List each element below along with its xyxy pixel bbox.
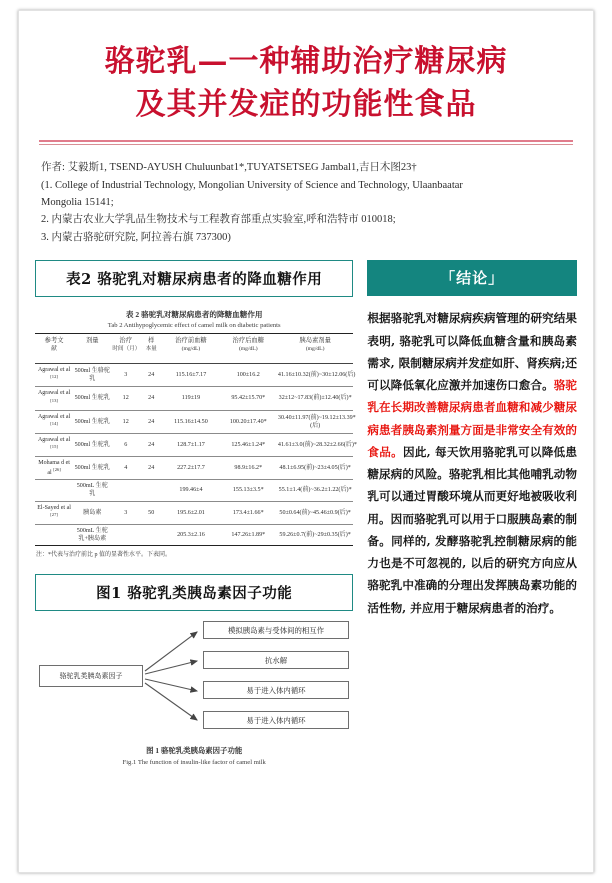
table-cell-insulin: 48.1±6.95(前)~23±4.05(后)* [279,465,351,472]
table-cell-n [140,524,162,545]
table-cell-ref: Mohama d et al [26] [38,460,70,477]
table-cell-dose: 500ml 生驼乳 [74,465,110,472]
table-cell-ref: Agrawal et al [13] [37,390,71,403]
table-cell-post: 173.4±1.66* [232,509,264,516]
body-columns [35,260,577,766]
table-cell-ref: Agrawal et al [12] [37,367,71,380]
table-cell-insulin: 41.16±10.32(前)~30±12.06(后) [277,372,356,379]
table-cell-insulin: 30.40±11.97(前)~19.12±13.39*(后) [277,414,356,429]
conclusion-part-2: 因此, 每天饮用骆驼乳可以降低患糖尿病的风险。骆驼乳相比其他哺乳动物乳可以通过胃酸环境从而更好地被吸收利用。因而骆驼乳可以用于口服胰岛素的制备。同样的, 发酵骆驼乳控制糖尿病的能力也是不可忽视的, 以后的研究方向应从骆驼乳中准确的分理出发挥胰岛素功能的活性物, 并应用于糖尿病患者的治疗。 [367,444,577,615]
table-col-header-6: 胰岛素剂量 (mg/dL) [277,334,353,364]
table-cell-dose: 500ml 生驼乳 [74,418,110,425]
table-cell-insulin: 41.61±3.0(前)~28.32±2.66(后)* [277,441,357,448]
table-cell-pre: 195.6±2.01 [177,509,205,516]
table-cell-months [111,524,140,545]
diagram-output-node-2: 抗水解 [203,651,349,669]
table-cell-pre: 128.7±1.17 [177,441,205,448]
diagram-source-node: 骆驼乳类胰岛素因子 [39,665,143,687]
table-cell-ref [35,480,73,501]
table-cell-ref: El-Sayed et al [27] [37,504,71,517]
table-row [35,524,353,545]
divider-thin [39,144,573,145]
table-row [35,387,353,410]
table-cell-months: 12 [122,395,129,402]
table-cell-months: 6 [124,441,128,448]
table-body [35,364,357,546]
affiliation-line-3: 3. 内蒙古骆驼研究院, 阿拉善右旗 737300) [41,231,231,243]
table-col-header-3: 样 本量 [140,334,162,364]
conclusion-banner: 「结论」 [367,260,577,296]
table-cell-n: 24 [148,418,155,425]
table-caption-en: Tab 2 Antihypoglycemic effect of camel milk on diabetic patients [107,322,281,330]
poster-title [35,25,577,126]
table-cell-pre: 115.16±7.17 [175,372,207,379]
table-cell-dose: 500mL 生驼乳 [76,483,108,498]
table-cell-pre: 119±19 [181,395,201,402]
table-cell-dose: 胰岛素 [83,509,102,516]
table-row [35,480,353,501]
table-cell-insulin: 55.1±1.4(前)~36.2±1.22(后)* [278,487,352,494]
table-cell-pre: 115.16±14.50 [174,418,208,425]
title-line-2: 及其并发症的功能性食品 [135,86,477,122]
table-cell-pre: 227.2±17.7 [177,465,205,472]
table-cell-months: 3 [124,509,128,516]
table-cell-months: 12 [122,418,129,425]
table-cell-dose: 500mL 生驼乳+胰岛素 [76,527,108,543]
table-cell-dose: 500ml 生驼乳 [74,441,110,448]
insulin-factor-diagram [35,619,353,737]
table-cell-post: 125.46±1.24* [231,441,266,448]
table-caption-cn: 表 2 骆驼乳对糖尿病患者的降糖血糖作用 [125,310,263,320]
table-cell-n: 24 [148,465,155,472]
figure-block [35,574,353,766]
diagram-output-node-3: 易于进入体内循环 [203,681,349,699]
table-row [35,457,353,480]
table-cell-insulin: 59.26±0.7(前)~29±0.35(后)* [279,531,351,538]
table-col-header-5: 治疗后血糖 (mg/dL) [220,334,277,364]
divider-thick [39,140,573,142]
table-cell-n: 50 [148,509,155,516]
affiliation-line-2: 2. 内蒙古农业大学乳品生物技术与工程教育部重点实验室,呼和浩特市 010018; [41,214,396,226]
author-affiliation-block [35,159,577,246]
table-cell-pre: 205.3±2.16 [177,531,205,538]
affiliation-line-1a: (1. College of Industrial Technology, Mongolian University of Science and Technology, Ulaanbaatar [41,179,463,191]
affiliation-line-1b: Mongolia 15141; [41,197,114,209]
diagram-output-node-1: 模拟胰岛素与受体间的相互作 [203,621,349,639]
table-cell-months [111,480,140,501]
table-cell-n: 24 [148,372,155,379]
conclusion-text [367,307,577,619]
left-column [35,260,357,767]
table-row [35,410,353,433]
table-cell-post: 100±16.2 [236,372,260,379]
table-cell-ref: Agrawal et al [14] [37,413,71,426]
table-footnote: 注：*代表与治疗前比 p 值的显著性水平。下表同。 [36,552,172,559]
title-divider [39,140,573,145]
table-cell-insulin: 32±12~17.83(前)±12.40(后)* [278,395,352,402]
table-cell-post: 155.13±3.5* [232,487,264,494]
table-cell-dose: 500ml 生驼乳 [74,395,110,402]
conclusion-part-1: 根据骆驼乳对糖尿病疾病管理的研究结果表明, 骆驼乳可以降低血糖含量和胰岛素需求, 限制糖尿病并发症如肝、肾疾病;还可以降低氧化应激并加速伤口愈合。 [367,311,577,393]
table-row [35,433,353,456]
table-block [35,309,357,559]
table-cell-ref [35,524,73,545]
table-cell-months: 3 [124,372,128,379]
author-line: 作者: 艾毅斯1, TSEND-AYUSH Chuluunbat1*,TUYATSETSEG Jambal1,吉日木图23† [41,162,417,174]
table-col-header-0: 参考文 献 [35,334,73,364]
table-col-header-2: 治疗 时间（月） [111,334,140,364]
table-cell-months: 4 [124,465,128,472]
figure-section-banner: 图1 骆驼乳类胰岛素因子功能 [35,574,353,611]
table-cell-post: 95.42±15.70* [231,395,266,402]
table-cell-n: 24 [148,441,155,448]
table-cell-n [140,480,162,501]
table-cell-post: 147.26±1.89* [231,531,266,538]
poster-page [18,10,594,873]
table-col-header-1: 剂量 [73,334,111,364]
table-cell-dose: 500ml 生骆驼乳 [74,368,110,383]
diagram-output-node-4: 易于进入体内循环 [203,711,349,729]
table-section-banner: 表2 骆驼乳对糖尿病患者的降血糖作用 [35,260,353,297]
table-col-header-4: 治疗前血糖 (mg/dL) [162,334,219,364]
table-cell-pre: 199.46±4 [179,487,203,494]
glycemic-results-table [35,333,357,546]
table-cell-post: 98.9±16.2* [234,465,263,472]
conclusion-highlight: 骆驼乳在长期改善糖尿病患者血糖和减少糖尿病患者胰岛素剂量方面是非常安全有效的食品。 [367,378,577,459]
table-cell-insulin: 50±0.64(前)~45.46±0.9(后)* [279,509,351,516]
table-cell-ref: Agrawal et al [15] [37,436,71,449]
table-row [35,364,353,387]
table-cell-n: 24 [148,395,155,402]
title-line-1: 骆驼乳—一种辅助治疗糖尿病 [104,44,508,79]
table-row [35,501,353,524]
figure-caption-en: Fig.1 The function of insulin-like factor of camel milk [122,759,266,767]
table-header-row [35,334,353,364]
right-column [367,260,577,766]
table-cell-post: 100.20±17.40* [229,418,267,425]
figure-caption-cn: 图 1 骆驼乳类胰岛素因子功能 [146,746,243,756]
